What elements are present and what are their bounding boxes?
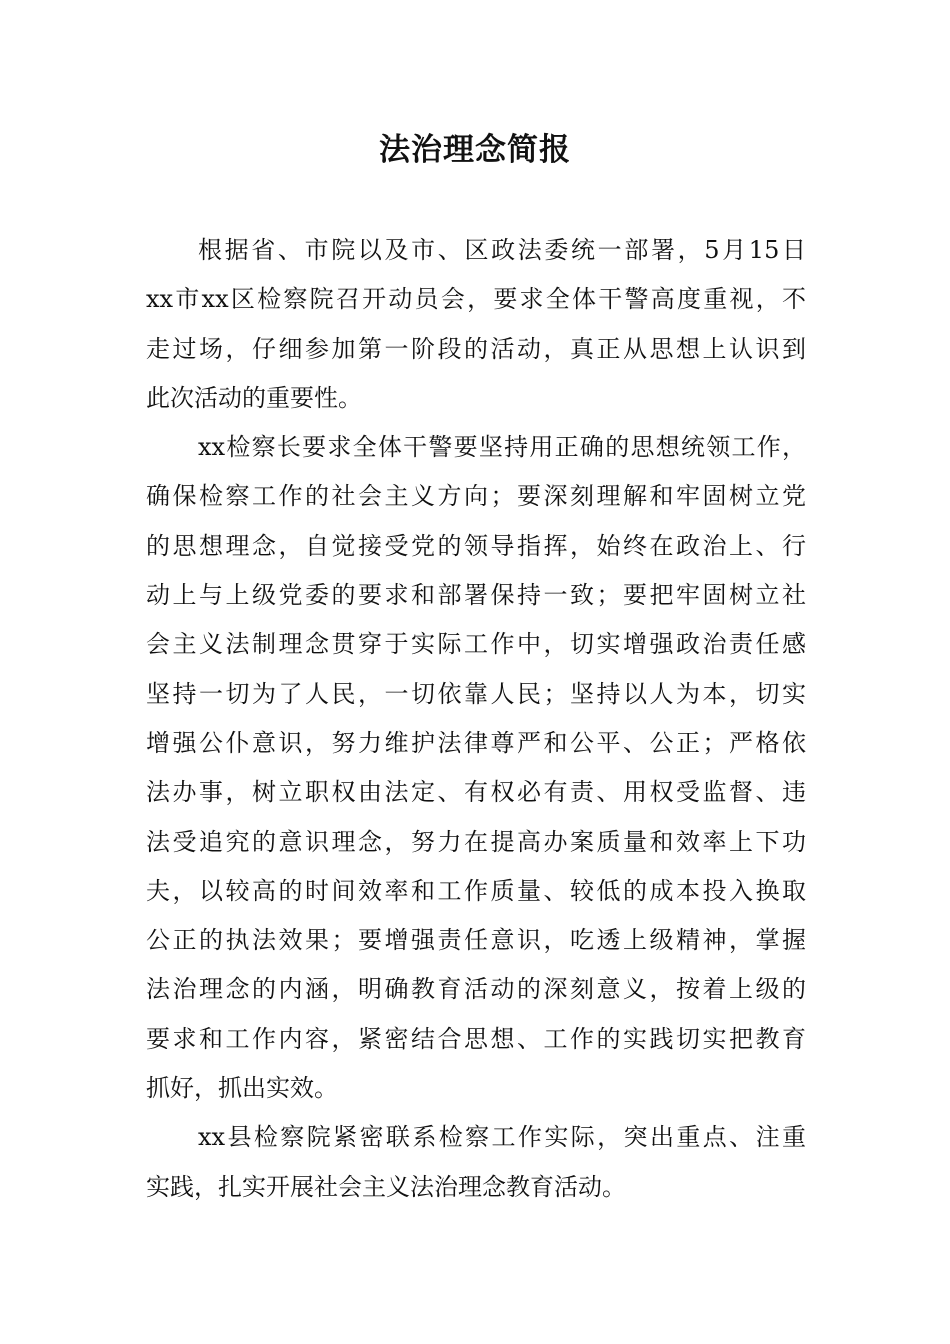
paragraph-2-line-11: 公正的执法效果；要增强责任意识，吃透上级精神，掌握 — [146, 926, 806, 955]
paragraph-2-line-9: 法受追究的意识理念，努力在提高办案质量和效率上下功 — [146, 827, 806, 856]
paragraph-2-line-5: 会主义法制理念贯穿于实际工作中，切实增强政治责任感 — [146, 630, 806, 659]
paragraph-2-line-2: 确保检察工作的社会主义方向；要深刻理解和牢固树立党 — [146, 482, 806, 511]
paragraph-3-line-1: xx县检察院紧密联系检察工作实际，突出重点、注重 — [198, 1123, 806, 1152]
paragraph-2-line-12: 法治理念的内涵，明确教育活动的深刻意义，按着上级的 — [146, 975, 806, 1004]
paragraph-1-line-4: 此次活动的重要性。 — [146, 383, 362, 412]
paragraph-2-line-13: 要求和工作内容，紧密结合思想、工作的实践切实把教育 — [146, 1024, 806, 1053]
paragraph-1-line-3: 走过场，仔细参加第一阶段的活动，真正从思想上认识到 — [146, 334, 806, 363]
paragraph-2-line-8: 法办事，树立职权由法定、有权必有责、用权受监督、违 — [146, 778, 806, 807]
paragraph-2-line-3: 的思想理念，自觉接受党的领导指挥，始终在政治上、行 — [146, 531, 806, 560]
paragraph-1-line-1: 根据省、市院以及市、区政法委统一部署，5月15日 — [198, 236, 806, 264]
paragraph-2-line-6: 坚持一切为了人民，一切依靠人民；坚持以人为本，切实 — [146, 679, 806, 708]
paragraph-2-line-10: 夫，以较高的时间效率和工作质量、较低的成本投入换取 — [146, 876, 806, 905]
paragraph-2-line-14: 抓好，抓出实效。 — [146, 1074, 338, 1103]
paragraph-2-line-7: 增强公仆意识，努力维护法律尊严和公平、公正；严格依 — [146, 728, 806, 757]
paragraph-1-line-2: xx市xx区检察院召开动员会，要求全体干警高度重视，不 — [146, 285, 806, 314]
document-body — [146, 226, 806, 1212]
paragraph-2-line-1: xx检察长要求全体干警要坚持用正确的思想统领工作， — [198, 433, 806, 462]
paragraph-2-line-4: 动上与上级党委的要求和部署保持一致；要把牢固树立社 — [146, 581, 806, 610]
document-title: 法治理念简报 — [379, 132, 571, 168]
paragraph-3-line-2: 实践，扎实开展社会主义法治理念教育活动。 — [146, 1172, 626, 1201]
